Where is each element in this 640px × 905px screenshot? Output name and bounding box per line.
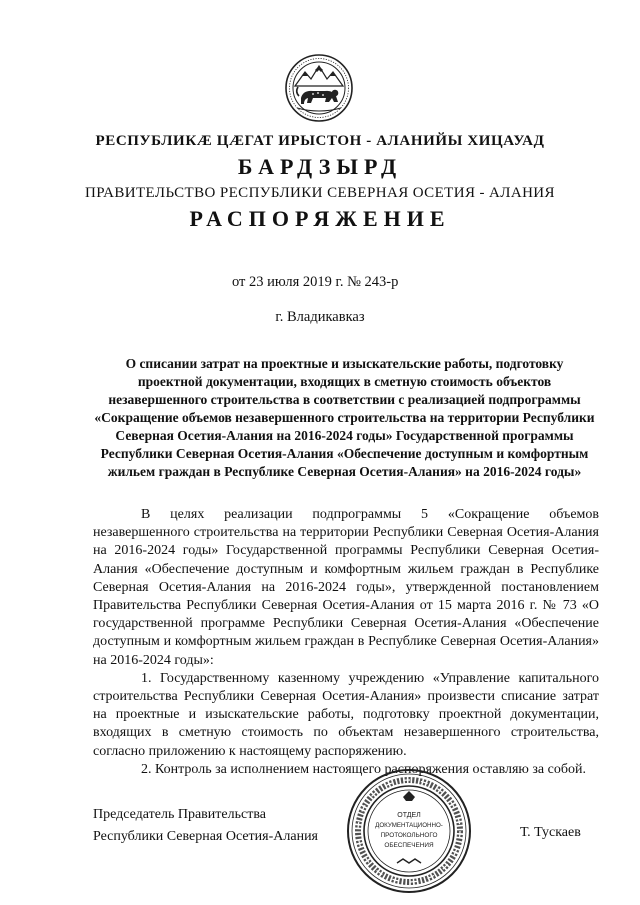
document-city: г. Владикавказ [275, 309, 365, 325]
signatory-position-line-2: Республики Северная Осетия-Алания [93, 829, 318, 844]
signatory-name: Т. Тускаев [520, 825, 581, 840]
stamp-text-line-1: ОТДЕЛ [397, 812, 421, 819]
stamp-text-line-4: ОБЕСПЕЧЕНИЯ [384, 842, 434, 849]
header-ossetian-government: РЕСПУБЛИКӔ ЦӔГАТ ИРЫСТОН - АЛАНИЙЫ ХИЦАУАД [95, 133, 545, 149]
document-subject: О списании затрат на проектные и изыскательские работы, подготовку проектной документации, входящих в сметную стоимость объектов незавершенного строительства в соответствии с реализацией подпрограммы «Сокращение объемов незавершенного строительства на территории Республики Северная Осетия-Алания на 2016-2024 годы» Государственной программы Республики Северная Осетия-Алания «Обеспечение доступным и комфортным жильем граждан в Республике Северная Осетия-Алания» на 2016-2024 годы» [94, 356, 595, 479]
body-intro-paragraph: В целях реализации подпрограммы 5 «Сокращение объемов незавершенного строительства на территории Республики Северная Осетия-Алания на 2016-2024 годы» Государственной программы Республики Северная Осетия-Алания «Обеспечение доступным и комфортным жильем граждан в Республике Северная Осетия-Алания на 2016-2024 годы», утвержденной постановлением Правительства Республики Северная Осетия-Алания от 15 марта 2016 г. № 73 «О государственной программе Республики Северная Осетия-Алания «Обеспечение доступным и комфортным жильем граждан в Республике Северная Осетия-Алания» на 2016-2024 годы»: [93, 507, 599, 668]
coat-of-arms-emblem [283, 52, 355, 124]
body-item-1: 1. Государственному казенному учреждению «Управление капитального строительства Республики Северная Осетия-Алания» произвести списание затрат на проектные и изыскательские работы, подготовку проектной документации, входящих в сметную стоимость по объектам незавершенного строительства, согласно приложению к настоящему распоряжению. [93, 670, 599, 759]
body-item-2: 2. Контроль за исполнением настоящего распоряжения оставляю за собой. [141, 761, 586, 777]
stamp-text-line-3: ПРОТОКОЛЬНОГО [380, 832, 438, 839]
document-date-number: от 23 июля 2019 г. № 243-р [232, 274, 399, 290]
header-russian-order-title: РАСПОРЯЖЕНИЕ [189, 206, 451, 231]
stamp-text-line-2: ДОКУМЕНТАЦИОННО- [375, 822, 443, 829]
header-russian-government: ПРАВИТЕЛЬСТВО РЕСПУБЛИКИ СЕВЕРНАЯ ОСЕТИЯ - АЛАНИЯ [85, 185, 555, 201]
header-ossetian-order-title: БАРДЗЫРД [237, 154, 403, 179]
signatory-position [93, 804, 318, 848]
signatory-position-line-1: Председатель Правительства [93, 807, 266, 822]
document-body [93, 506, 599, 779]
official-stamp [345, 767, 473, 895]
